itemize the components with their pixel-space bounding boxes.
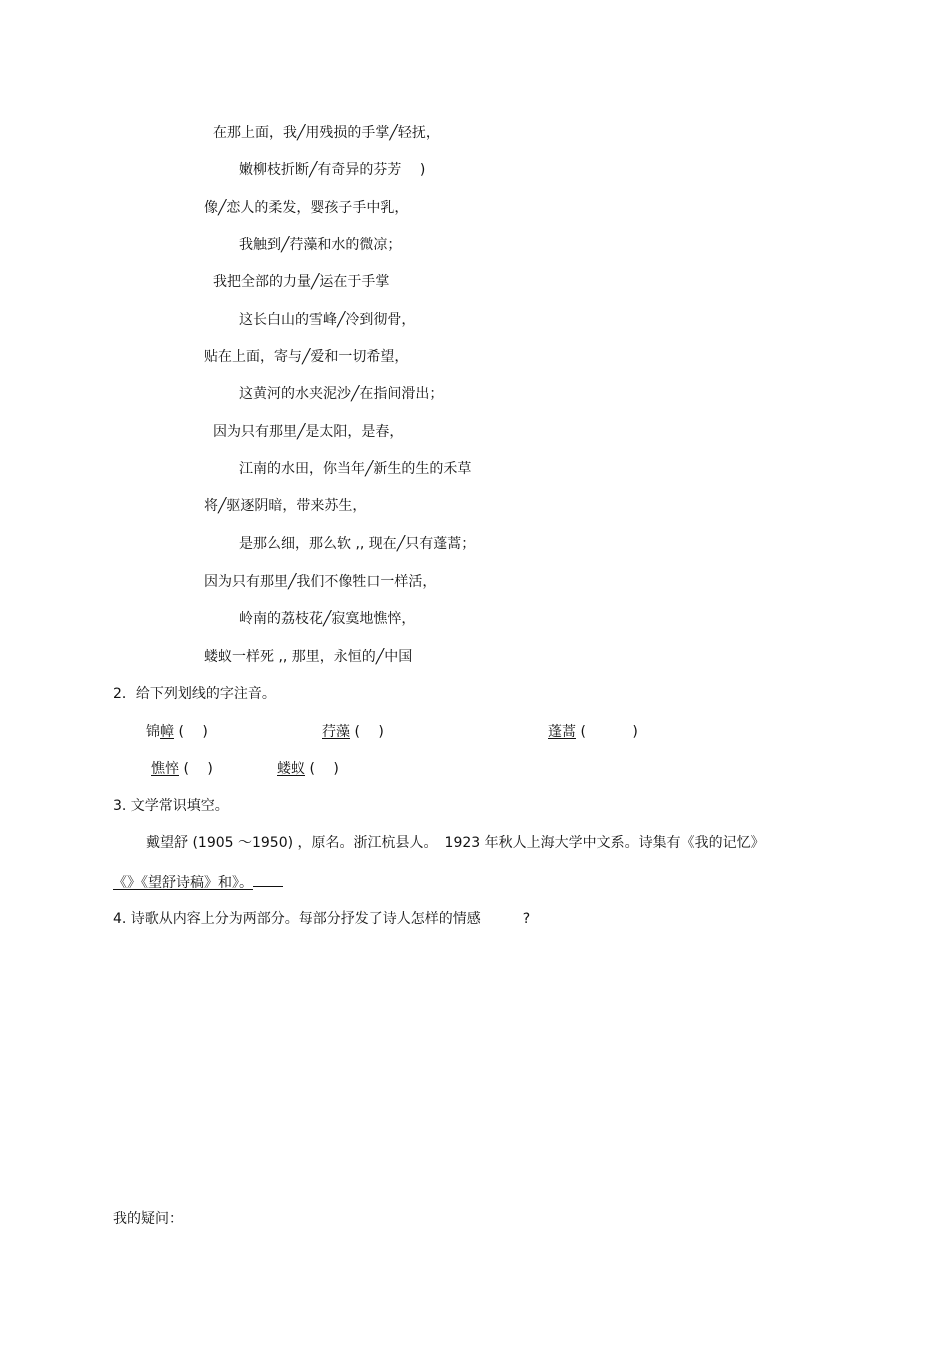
pinyin-word-2-underlined: 荇藻	[322, 724, 350, 740]
pinyin-answer-2[interactable]: ( )	[350, 724, 384, 740]
poem-line-14: 岭南的荔枝花╱寂寞地憔悴，	[239, 611, 416, 627]
poem-line-9: 因为只有那里╱是太阳，是春，	[213, 424, 404, 440]
pinyin-item-5	[277, 760, 339, 778]
question-3-line-2-text: 《》《望舒诗稿》和》。	[113, 875, 253, 891]
pinyin-word-5-underlined: 蝼蚁	[277, 761, 305, 777]
poem-line-8: 这黄河的水夹泥沙╱在指间滑出；	[239, 386, 444, 402]
pinyin-word-1-underlined: 幛	[160, 724, 174, 740]
poem-line-7: 贴在上面，寄与╱爱和一切希望，	[204, 349, 409, 365]
pinyin-word-3-underlined: 蓬蒿	[548, 724, 576, 740]
question-2-title: 2．给下列划线的字注音。	[113, 686, 276, 702]
poem-line-4: 我触到╱荇藻和水的微凉；	[239, 237, 402, 253]
pinyin-item-2	[322, 723, 384, 741]
pinyin-answer-4[interactable]: ( )	[179, 761, 213, 777]
poem-line-3: 像╱恋人的柔发，婴孩子手中乳，	[204, 200, 409, 216]
pinyin-answer-5[interactable]: ( )	[305, 761, 339, 777]
poem-line-11: 将╱驱逐阴暗，带来苏生，	[204, 498, 367, 514]
pinyin-item-1	[146, 723, 208, 741]
poem-line-12: 是那么细，那么软 ,, 现在╱只有蓬蒿；	[239, 536, 476, 552]
pinyin-answer-1[interactable]: ( )	[174, 724, 208, 740]
pinyin-item-3	[548, 723, 638, 741]
my-questions-label: 我的疑问：	[113, 1211, 183, 1227]
poem-line-5: 我把全部的力量╱运在于手掌	[213, 274, 390, 290]
pinyin-item-4	[151, 760, 213, 778]
fill-blank[interactable]	[253, 872, 283, 887]
question-4-title: 4. 诗歌从内容上分为两部分。每部分抒发了诗人怎样的情感 ?	[113, 911, 531, 927]
poem-line-6: 这长白山的雪峰╱冷到彻骨，	[239, 312, 416, 328]
question-3-title: 3. 文学常识填空。	[113, 798, 229, 814]
poem-line-1: 在那上面，我╱用残损的手掌╱轻抚，	[213, 125, 440, 141]
pinyin-answer-3[interactable]: ( )	[576, 724, 638, 740]
poem-line-2: 嫩柳枝折断╱有奇异的芬芳 )	[239, 162, 426, 178]
poem-line-10: 江南的水田，你当年╱新生的生的禾草	[239, 461, 472, 477]
question-3-line-1: 戴望舒 (1905 ～1950) ，原名。浙江杭县人。 1923 年秋人上海大学中文系。诗集有《我的记忆》	[146, 835, 765, 851]
question-3-line-2	[113, 872, 283, 892]
pinyin-word-4-underlined: 憔悴	[151, 761, 179, 777]
poem-line-13: 因为只有那里╱我们不像牲口一样活，	[204, 574, 437, 590]
pinyin-word-1-prefix: 锦	[146, 724, 160, 740]
poem-line-15: 蝼蚁一样死 ,, 那里，永恒的╱中国	[204, 649, 413, 665]
